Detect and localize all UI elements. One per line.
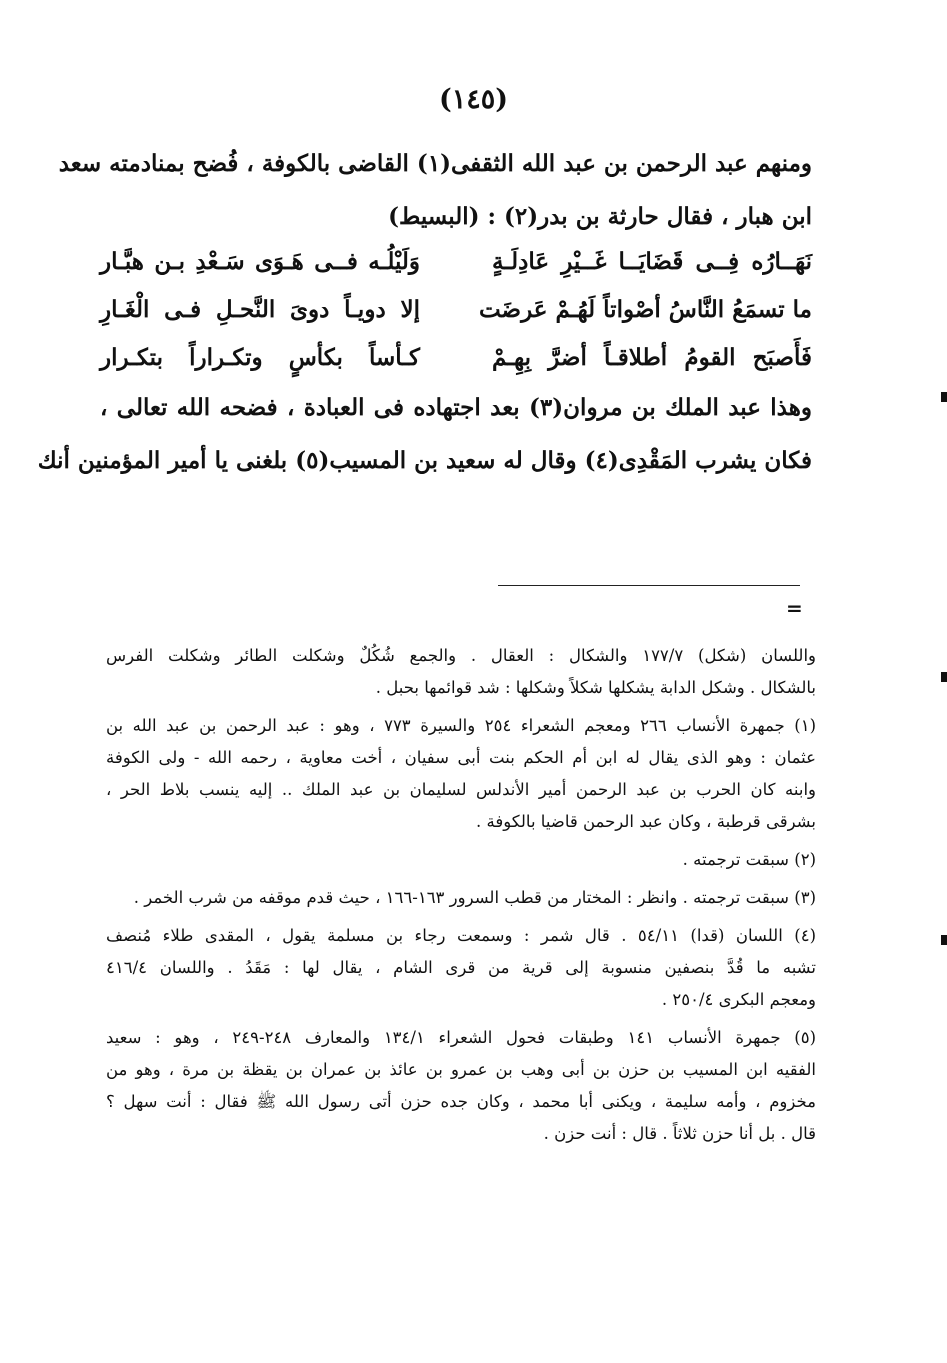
footnote-line: (٢) سبقت ترجمته . bbox=[682, 850, 816, 869]
verse-second-hemistich: كـأساً بكأسٍ وتكـراراً بتكـرار bbox=[100, 344, 420, 371]
footnote-line: (٤) اللسان (قدا) ٥٤/١١ . قال شمر : وسمعت رجاء بن مسلمة يقول ، المقدى طلاء مُنصف bbox=[106, 926, 817, 945]
footnote-continuation-mark: = bbox=[786, 596, 803, 620]
verse-first-hemistich: فَأَصبَح القومُ أطلاقـاً أضرَّ بِهِـمْ bbox=[492, 344, 812, 371]
footnote-separator bbox=[498, 585, 800, 586]
footnote-line: (٥) جمهرة الأنساب ١٤١ وطبقات فحول الشعراء ١٣٤/١ والمعارف ٢٤٨-٢٤٩ ، وهو : سعيد bbox=[106, 1028, 816, 1047]
footnote-4 bbox=[106, 920, 816, 1016]
footnote-3 bbox=[106, 882, 816, 914]
footnote-line: قال . بل أنا حزن ثلاثاً . قال : أنت حزن . bbox=[543, 1124, 816, 1143]
verse bbox=[100, 286, 812, 334]
footnote-line: الفقيه ابن المسيب بن حزن بن أبى وهب بن عمرو بن عائذ بن عمران بن يقظة بن مرة ، وهو من bbox=[106, 1060, 816, 1079]
footnote-line: وابنه كان الحرب بن عبد الرحمن أمير الأندلس لسليمان بن عبد الملك .. إليه ينسب بلاط الحر ، bbox=[106, 780, 816, 799]
footnote-1 bbox=[106, 710, 816, 838]
footnote-line: (١) جمهرة الأنساب ٢٦٦ ومعجم الشعراء ٢٥٤ والسيرة ٧٧٣ ، وهو : عبد الرحمن بن عبد الله بن bbox=[106, 716, 816, 735]
footnote-5 bbox=[106, 1022, 816, 1150]
footnote-line: عثمان : وهو الذى يقال له ابن أم الحكم بنت أبى سفيان ، أخت معاوية ، رحمه الله - ولى الكوفة bbox=[106, 748, 816, 767]
footnote-continued bbox=[106, 640, 816, 704]
body-line: فكان يشرب المَقْدِى(٤) وقال له سعيد بن المسيب(٥) بلغنى يا أمير المؤمنين أنك bbox=[37, 447, 812, 474]
footnote-line: ومعجم البكرى ٢٥٠/٤ . bbox=[661, 990, 816, 1009]
footnote-line: تشبه ما قُدَّ بنصفين منسوبة إلى قرية من قرى الشام ، يقال لها : مَقَدُ . واللسان ٤١٦/٤ bbox=[106, 958, 816, 977]
footnote-line: واللسان (شكل) ١٧٧/٧ والشكال : العقال . والجمع شُكُلٌ وشكلت الطائر وشكلت الفرس bbox=[106, 646, 816, 665]
scan-margin-mark bbox=[941, 935, 947, 945]
prose-after-poem bbox=[37, 384, 812, 490]
footnote-line: مخزوم ، وأمه سليمة ، ويكنى أبا محمد ، وكان جده حزن أتى رسول الله ﷺ فقال : أنت سهل ؟ bbox=[106, 1092, 816, 1111]
verse bbox=[100, 238, 812, 286]
verse-second-hemistich: إلا دويـاً دوىَ النَّحـلِ فـى الْغَـارِ bbox=[100, 296, 420, 323]
footnotes bbox=[106, 640, 816, 1156]
footnote-line: (٣) سبقت ترجمته . وانظر : المختار من قطب السرور ١٦٣-١٦٦ ، حيث قدم موقفه من شرب الخمر . bbox=[133, 888, 816, 907]
main-text bbox=[37, 140, 812, 490]
verse-first-hemistich: ما تسمَعُ النَّاسُ أصْواتاً لَهُـمْ عَرضَت bbox=[478, 296, 812, 323]
body-line: وهذا عبد الملك بن مروان(٣) بعد اجتهاده فى العبادة ، فضحه الله تعالى ، bbox=[100, 394, 812, 421]
poem bbox=[100, 238, 812, 382]
verse bbox=[100, 334, 812, 382]
footnote-line: بشرقى قرطبة ، وكان عبد الرحمن قاضيا بالكوفة . bbox=[476, 812, 816, 831]
footnote-line: بالشكال . وشكل الدابة يشكلها شكلاً وشكلها : شد قوائمها بحبل . bbox=[375, 678, 816, 697]
scan-margin-mark bbox=[941, 392, 947, 402]
page-number: (١٤٥) bbox=[438, 84, 509, 115]
footnote-2 bbox=[106, 844, 816, 876]
verse-first-hemistich: نَهَــارُه فِــى قَضَايَــا غَــيْرِ عَادِلَـةٍ bbox=[492, 248, 812, 275]
scan-margin-mark bbox=[941, 672, 947, 682]
verse-second-hemistich: وَلَيْلُـه فــى هَـوَى سَـعْدِ بـن هبَّـار bbox=[100, 248, 420, 275]
intro-line: ومنهم عبد الرحمن بن عبد الله الثقفى(١) القاضى بالكوفة ، فُضح بمنادمته سعد bbox=[58, 150, 812, 177]
intro-line: ابن هبار ، فقال حارثة بن بدر(٢) : (البسيط) bbox=[388, 203, 812, 230]
